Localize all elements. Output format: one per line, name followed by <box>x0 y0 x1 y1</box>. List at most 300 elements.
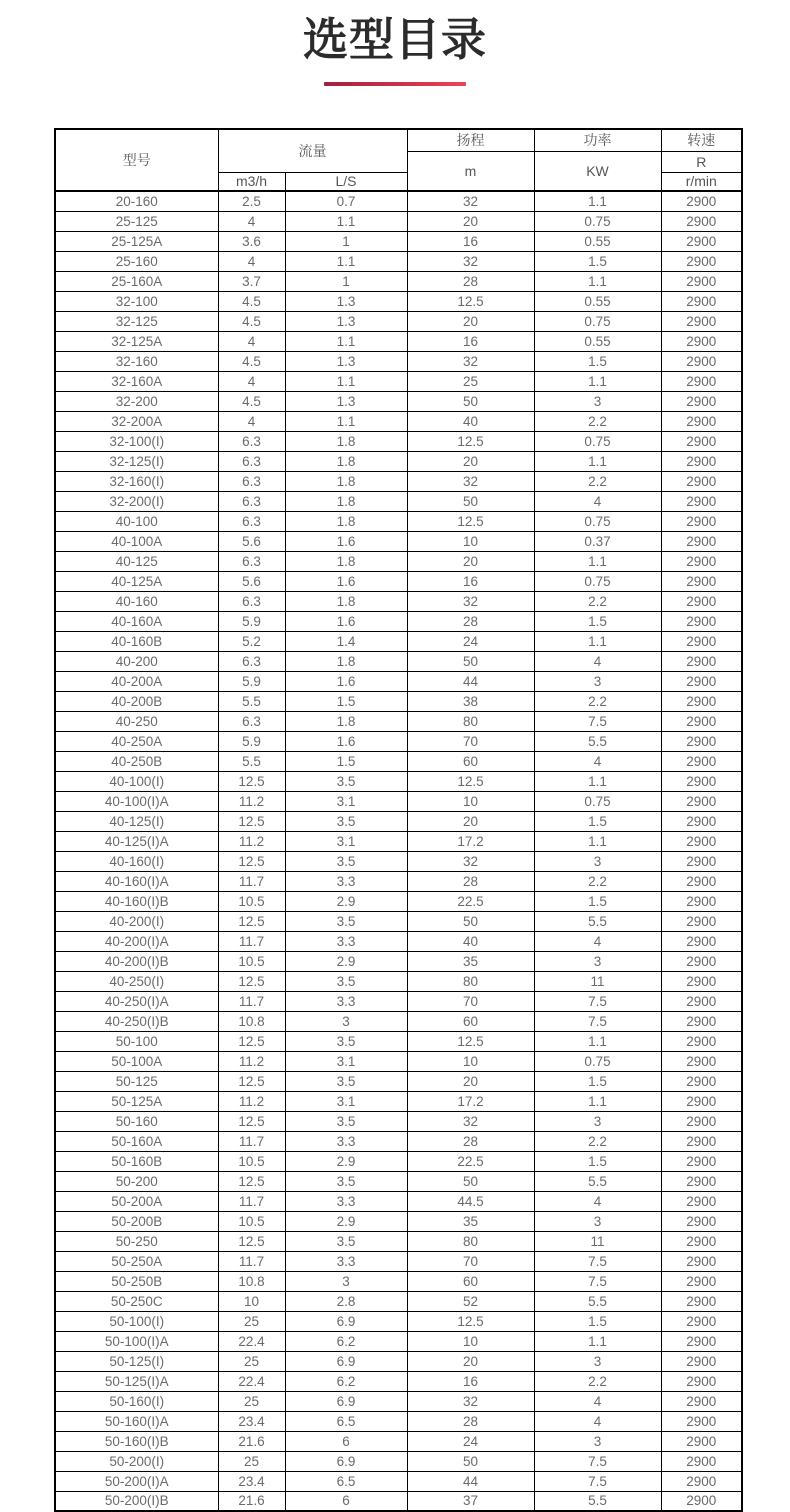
cell-head-m: 50 <box>407 651 534 671</box>
cell-speed-rpm: 2900 <box>661 751 742 771</box>
cell-head-m: 25 <box>407 371 534 391</box>
cell-head-m: 28 <box>407 1411 534 1431</box>
table-row <box>55 1151 742 1171</box>
cell-power-kw: 3 <box>534 1351 661 1371</box>
table-row <box>55 491 742 511</box>
cell-flow-m3h: 11.2 <box>218 831 285 851</box>
cell-flow-ls: 2.8 <box>285 1291 407 1311</box>
cell-speed-rpm: 2900 <box>661 1271 742 1291</box>
cell-flow-m3h: 6.3 <box>218 711 285 731</box>
cell-head-m: 16 <box>407 231 534 251</box>
cell-model: 32-200 <box>55 391 218 411</box>
table-row <box>55 431 742 451</box>
cell-speed-rpm: 2900 <box>661 331 742 351</box>
cell-head-m: 22.5 <box>407 1151 534 1171</box>
cell-flow-ls: 3.5 <box>285 971 407 991</box>
cell-power-kw: 7.5 <box>534 1471 661 1491</box>
cell-power-kw: 2.2 <box>534 691 661 711</box>
cell-speed-rpm: 2900 <box>661 651 742 671</box>
cell-flow-m3h: 22.4 <box>218 1331 285 1351</box>
cell-model: 50-200B <box>55 1211 218 1231</box>
table-row <box>55 451 742 471</box>
cell-head-m: 50 <box>407 391 534 411</box>
cell-flow-ls: 1.8 <box>285 711 407 731</box>
cell-speed-rpm: 2900 <box>661 1331 742 1351</box>
cell-model: 50-250A <box>55 1251 218 1271</box>
cell-flow-ls: 3.1 <box>285 1091 407 1111</box>
cell-flow-m3h: 10 <box>218 1291 285 1311</box>
cell-speed-rpm: 2900 <box>661 1011 742 1031</box>
table-row <box>55 691 742 711</box>
cell-model: 50-160(I)A <box>55 1411 218 1431</box>
table-header <box>55 129 742 191</box>
cell-power-kw: 1.1 <box>534 271 661 291</box>
cell-flow-ls: 3.3 <box>285 1251 407 1271</box>
cell-model: 32-100 <box>55 291 218 311</box>
cell-head-m: 28 <box>407 1131 534 1151</box>
table-row <box>55 1011 742 1031</box>
cell-flow-m3h: 4 <box>218 251 285 271</box>
cell-head-m: 12.5 <box>407 1031 534 1051</box>
cell-power-kw: 1.5 <box>534 1071 661 1091</box>
cell-model: 40-200(I)B <box>55 951 218 971</box>
cell-power-kw: 4 <box>534 1191 661 1211</box>
cell-model: 40-200A <box>55 671 218 691</box>
table-row <box>55 1471 742 1491</box>
cell-flow-ls: 1.6 <box>285 531 407 551</box>
table-row <box>55 1351 742 1371</box>
cell-power-kw: 5.5 <box>534 911 661 931</box>
cell-flow-m3h: 6.3 <box>218 491 285 511</box>
cell-flow-m3h: 12.5 <box>218 1231 285 1251</box>
table-row <box>55 1051 742 1071</box>
cell-flow-ls: 6.5 <box>285 1471 407 1491</box>
cell-flow-ls: 1.6 <box>285 611 407 631</box>
cell-head-m: 32 <box>407 1391 534 1411</box>
table-row <box>55 1171 742 1191</box>
cell-head-m: 32 <box>407 191 534 211</box>
table-row <box>55 1231 742 1251</box>
cell-power-kw: 4 <box>534 491 661 511</box>
cell-head-m: 28 <box>407 271 534 291</box>
cell-model: 50-160A <box>55 1131 218 1151</box>
cell-speed-rpm: 2900 <box>661 1291 742 1311</box>
cell-speed-rpm: 2900 <box>661 1051 742 1071</box>
table-row <box>55 1331 742 1351</box>
table-row <box>55 631 742 651</box>
table-body <box>55 191 742 1511</box>
cell-model: 40-200(I)A <box>55 931 218 951</box>
cell-power-kw: 5.5 <box>534 1491 661 1511</box>
cell-flow-ls: 3.5 <box>285 771 407 791</box>
cell-flow-ls: 1.1 <box>285 211 407 231</box>
cell-power-kw: 4 <box>534 931 661 951</box>
title-divider <box>324 82 466 86</box>
cell-flow-m3h: 12.5 <box>218 771 285 791</box>
table-row <box>55 1191 742 1211</box>
cell-flow-m3h: 11.7 <box>218 1251 285 1271</box>
cell-flow-ls: 6.9 <box>285 1311 407 1331</box>
cell-model: 32-160 <box>55 351 218 371</box>
cell-head-m: 20 <box>407 211 534 231</box>
cell-power-kw: 2.2 <box>534 871 661 891</box>
cell-speed-rpm: 2900 <box>661 911 742 931</box>
cell-flow-ls: 2.9 <box>285 951 407 971</box>
cell-flow-ls: 1.3 <box>285 291 407 311</box>
cell-speed-rpm: 2900 <box>661 791 742 811</box>
cell-speed-rpm: 2900 <box>661 1191 742 1211</box>
cell-flow-ls: 6.9 <box>285 1351 407 1371</box>
cell-speed-rpm: 2900 <box>661 1071 742 1091</box>
cell-power-kw: 2.2 <box>534 411 661 431</box>
table-row <box>55 571 742 591</box>
table-row <box>55 1211 742 1231</box>
cell-speed-rpm: 2900 <box>661 1111 742 1131</box>
cell-power-kw: 3 <box>534 851 661 871</box>
cell-model: 40-250(I)A <box>55 991 218 1011</box>
table-row <box>55 851 742 871</box>
cell-head-m: 16 <box>407 571 534 591</box>
cell-flow-ls: 3.5 <box>285 1071 407 1091</box>
cell-model: 25-160 <box>55 251 218 271</box>
table-row <box>55 211 742 231</box>
table-row <box>55 1491 742 1511</box>
cell-flow-ls: 3.5 <box>285 1031 407 1051</box>
cell-speed-rpm: 2900 <box>661 831 742 851</box>
cell-speed-rpm: 2900 <box>661 531 742 551</box>
cell-model: 32-160(I) <box>55 471 218 491</box>
cell-model: 25-125 <box>55 211 218 231</box>
cell-model: 50-200(I)A <box>55 1471 218 1491</box>
table-row <box>55 651 742 671</box>
cell-power-kw: 0.75 <box>534 311 661 331</box>
cell-model: 50-200(I)B <box>55 1491 218 1511</box>
header-flow-ls: L/S <box>285 172 407 191</box>
cell-head-m: 12.5 <box>407 291 534 311</box>
cell-model: 40-250B <box>55 751 218 771</box>
cell-flow-ls: 1.8 <box>285 651 407 671</box>
table-row <box>55 471 742 491</box>
cell-flow-ls: 1.5 <box>285 751 407 771</box>
cell-speed-rpm: 2900 <box>661 551 742 571</box>
cell-flow-ls: 3.5 <box>285 1111 407 1131</box>
cell-head-m: 28 <box>407 611 534 631</box>
header-power-unit: KW <box>534 151 661 191</box>
cell-flow-m3h: 3.7 <box>218 271 285 291</box>
cell-power-kw: 4 <box>534 1411 661 1431</box>
cell-flow-ls: 1.6 <box>285 571 407 591</box>
cell-speed-rpm: 2900 <box>661 691 742 711</box>
cell-speed-rpm: 2900 <box>661 1091 742 1111</box>
cell-power-kw: 1.1 <box>534 371 661 391</box>
table-row <box>55 791 742 811</box>
cell-head-m: 50 <box>407 911 534 931</box>
cell-flow-ls: 3.5 <box>285 1171 407 1191</box>
cell-model: 40-250 <box>55 711 218 731</box>
table-row <box>55 351 742 371</box>
table-row <box>55 1031 742 1051</box>
cell-power-kw: 1.1 <box>534 631 661 651</box>
cell-model: 32-160A <box>55 371 218 391</box>
cell-flow-m3h: 4.5 <box>218 351 285 371</box>
cell-flow-m3h: 25 <box>218 1351 285 1371</box>
cell-flow-ls: 6 <box>285 1491 407 1511</box>
cell-flow-m3h: 11.7 <box>218 1191 285 1211</box>
cell-head-m: 12.5 <box>407 771 534 791</box>
cell-flow-m3h: 21.6 <box>218 1491 285 1511</box>
cell-head-m: 80 <box>407 1231 534 1251</box>
cell-speed-rpm: 2900 <box>661 991 742 1011</box>
cell-power-kw: 3 <box>534 1111 661 1131</box>
cell-head-m: 40 <box>407 931 534 951</box>
cell-flow-m3h: 12.5 <box>218 971 285 991</box>
cell-flow-m3h: 4.5 <box>218 311 285 331</box>
table-row <box>55 1411 742 1431</box>
table-row <box>55 1091 742 1111</box>
cell-model: 32-125 <box>55 311 218 331</box>
cell-power-kw: 0.75 <box>534 431 661 451</box>
cell-flow-ls: 6 <box>285 1431 407 1451</box>
cell-flow-m3h: 10.8 <box>218 1271 285 1291</box>
table-row <box>55 1311 742 1331</box>
cell-speed-rpm: 2900 <box>661 711 742 731</box>
table-row <box>55 391 742 411</box>
table-row <box>55 831 742 851</box>
cell-flow-m3h: 11.2 <box>218 1051 285 1071</box>
header-flow: 流量 <box>218 129 407 172</box>
cell-flow-ls: 1.6 <box>285 731 407 751</box>
cell-power-kw: 7.5 <box>534 1271 661 1291</box>
cell-model: 50-250C <box>55 1291 218 1311</box>
cell-flow-m3h: 10.8 <box>218 1011 285 1031</box>
cell-model: 40-200B <box>55 691 218 711</box>
cell-power-kw: 0.75 <box>534 571 661 591</box>
cell-model: 50-100(I) <box>55 1311 218 1331</box>
cell-head-m: 32 <box>407 351 534 371</box>
cell-speed-rpm: 2900 <box>661 611 742 631</box>
cell-speed-rpm: 2900 <box>661 631 742 651</box>
cell-speed-rpm: 2900 <box>661 811 742 831</box>
cell-flow-m3h: 11.2 <box>218 1091 285 1111</box>
cell-model: 40-125(I)A <box>55 831 218 851</box>
cell-flow-ls: 3.1 <box>285 1051 407 1071</box>
cell-speed-rpm: 2900 <box>661 1311 742 1331</box>
cell-speed-rpm: 2900 <box>661 671 742 691</box>
header-speed-unit-rmin: r/min <box>661 172 742 191</box>
cell-model: 40-250(I)B <box>55 1011 218 1031</box>
cell-power-kw: 1.5 <box>534 1151 661 1171</box>
cell-power-kw: 1.5 <box>534 1311 661 1331</box>
cell-power-kw: 2.2 <box>534 471 661 491</box>
header-speed: 转速 <box>661 129 742 151</box>
cell-power-kw: 4 <box>534 751 661 771</box>
cell-model: 32-100(I) <box>55 431 218 451</box>
table-row <box>55 1371 742 1391</box>
cell-flow-ls: 3.5 <box>285 1231 407 1251</box>
page-title: 选型目录 <box>302 14 487 65</box>
cell-flow-m3h: 5.9 <box>218 671 285 691</box>
cell-model: 50-200A <box>55 1191 218 1211</box>
table-row <box>55 751 742 771</box>
cell-flow-ls: 1.1 <box>285 331 407 351</box>
cell-model: 40-250(I) <box>55 971 218 991</box>
cell-head-m: 80 <box>407 971 534 991</box>
cell-flow-m3h: 10.5 <box>218 951 285 971</box>
table-row <box>55 591 742 611</box>
cell-flow-ls: 6.2 <box>285 1371 407 1391</box>
cell-model: 50-100A <box>55 1051 218 1071</box>
cell-head-m: 52 <box>407 1291 534 1311</box>
cell-speed-rpm: 2900 <box>661 271 742 291</box>
cell-flow-ls: 3.3 <box>285 1131 407 1151</box>
cell-speed-rpm: 2900 <box>661 391 742 411</box>
cell-speed-rpm: 2900 <box>661 931 742 951</box>
cell-head-m: 12.5 <box>407 431 534 451</box>
cell-model: 40-160(I)B <box>55 891 218 911</box>
table-row <box>55 291 742 311</box>
cell-model: 50-250B <box>55 1271 218 1291</box>
cell-model: 32-200A <box>55 411 218 431</box>
cell-power-kw: 0.75 <box>534 791 661 811</box>
cell-model: 50-160 <box>55 1111 218 1131</box>
cell-flow-ls: 1 <box>285 271 407 291</box>
cell-head-m: 44 <box>407 1471 534 1491</box>
cell-flow-m3h: 3.6 <box>218 231 285 251</box>
cell-flow-m3h: 6.3 <box>218 471 285 491</box>
cell-flow-ls: 3.1 <box>285 831 407 851</box>
cell-power-kw: 3 <box>534 1211 661 1231</box>
cell-speed-rpm: 2900 <box>661 1371 742 1391</box>
cell-flow-ls: 3.3 <box>285 931 407 951</box>
cell-flow-m3h: 10.5 <box>218 891 285 911</box>
table-row <box>55 971 742 991</box>
cell-head-m: 50 <box>407 1451 534 1471</box>
cell-head-m: 80 <box>407 711 534 731</box>
cell-speed-rpm: 2900 <box>661 1211 742 1231</box>
cell-flow-ls: 1.8 <box>285 451 407 471</box>
cell-flow-ls: 1.4 <box>285 631 407 651</box>
cell-speed-rpm: 2900 <box>661 351 742 371</box>
cell-head-m: 38 <box>407 691 534 711</box>
cell-model: 20-160 <box>55 191 218 211</box>
cell-head-m: 50 <box>407 1171 534 1191</box>
cell-head-m: 60 <box>407 1011 534 1031</box>
cell-power-kw: 2.2 <box>534 1371 661 1391</box>
table-row <box>55 951 742 971</box>
cell-power-kw: 4 <box>534 1391 661 1411</box>
cell-flow-m3h: 22.4 <box>218 1371 285 1391</box>
table-row <box>55 531 742 551</box>
cell-head-m: 70 <box>407 991 534 1011</box>
cell-flow-m3h: 25 <box>218 1451 285 1471</box>
cell-model: 50-160(I)B <box>55 1431 218 1451</box>
cell-flow-m3h: 11.7 <box>218 931 285 951</box>
cell-power-kw: 1.1 <box>534 451 661 471</box>
cell-head-m: 50 <box>407 491 534 511</box>
cell-power-kw: 0.55 <box>534 291 661 311</box>
table-row <box>55 911 742 931</box>
cell-flow-m3h: 12.5 <box>218 1071 285 1091</box>
cell-power-kw: 5.5 <box>534 1171 661 1191</box>
cell-speed-rpm: 2900 <box>661 871 742 891</box>
cell-flow-m3h: 12.5 <box>218 811 285 831</box>
cell-power-kw: 7.5 <box>534 1451 661 1471</box>
cell-speed-rpm: 2900 <box>661 891 742 911</box>
cell-speed-rpm: 2900 <box>661 591 742 611</box>
cell-flow-ls: 3.5 <box>285 811 407 831</box>
cell-flow-m3h: 11.2 <box>218 791 285 811</box>
cell-head-m: 44.5 <box>407 1191 534 1211</box>
table-row <box>55 1391 742 1411</box>
cell-speed-rpm: 2900 <box>661 1231 742 1251</box>
cell-head-m: 28 <box>407 871 534 891</box>
cell-power-kw: 0.75 <box>534 211 661 231</box>
cell-power-kw: 1.5 <box>534 891 661 911</box>
cell-speed-rpm: 2900 <box>661 571 742 591</box>
table-row <box>55 931 742 951</box>
cell-power-kw: 2.2 <box>534 591 661 611</box>
table-row <box>55 871 742 891</box>
cell-flow-m3h: 25 <box>218 1391 285 1411</box>
cell-flow-m3h: 5.9 <box>218 731 285 751</box>
cell-flow-m3h: 12.5 <box>218 1171 285 1191</box>
cell-power-kw: 7.5 <box>534 991 661 1011</box>
cell-power-kw: 0.55 <box>534 231 661 251</box>
table-row <box>55 551 742 571</box>
cell-head-m: 12.5 <box>407 1311 534 1331</box>
cell-flow-ls: 1.8 <box>285 551 407 571</box>
cell-flow-m3h: 6.3 <box>218 551 285 571</box>
cell-model: 40-125A <box>55 571 218 591</box>
cell-speed-rpm: 2900 <box>661 431 742 451</box>
cell-flow-m3h: 5.6 <box>218 571 285 591</box>
cell-speed-rpm: 2900 <box>661 231 742 251</box>
cell-power-kw: 5.5 <box>534 731 661 751</box>
cell-flow-m3h: 4 <box>218 331 285 351</box>
cell-flow-ls: 6.9 <box>285 1391 407 1411</box>
cell-flow-m3h: 25 <box>218 1311 285 1331</box>
table-row <box>55 331 742 351</box>
cell-head-m: 20 <box>407 1351 534 1371</box>
cell-model: 40-160B <box>55 631 218 651</box>
cell-model: 50-125(I) <box>55 1351 218 1371</box>
cell-speed-rpm: 2900 <box>661 471 742 491</box>
cell-flow-ls: 1.8 <box>285 431 407 451</box>
cell-model: 40-100 <box>55 511 218 531</box>
table-row <box>55 1291 742 1311</box>
cell-speed-rpm: 2900 <box>661 971 742 991</box>
table-row <box>55 711 742 731</box>
cell-flow-m3h: 5.5 <box>218 751 285 771</box>
cell-speed-rpm: 2900 <box>661 1391 742 1411</box>
cell-head-m: 10 <box>407 1051 534 1071</box>
cell-head-m: 24 <box>407 1431 534 1451</box>
cell-model: 32-125(I) <box>55 451 218 471</box>
cell-flow-ls: 2.9 <box>285 1211 407 1231</box>
table-row <box>55 991 742 1011</box>
cell-power-kw: 5.5 <box>534 1291 661 1311</box>
cell-speed-rpm: 2900 <box>661 291 742 311</box>
cell-flow-ls: 6.2 <box>285 1331 407 1351</box>
cell-head-m: 10 <box>407 791 534 811</box>
table-row <box>55 251 742 271</box>
cell-speed-rpm: 2900 <box>661 1491 742 1511</box>
table-row <box>55 311 742 331</box>
cell-power-kw: 1.1 <box>534 831 661 851</box>
cell-flow-ls: 3 <box>285 1011 407 1031</box>
cell-head-m: 20 <box>407 811 534 831</box>
cell-head-m: 20 <box>407 1071 534 1091</box>
